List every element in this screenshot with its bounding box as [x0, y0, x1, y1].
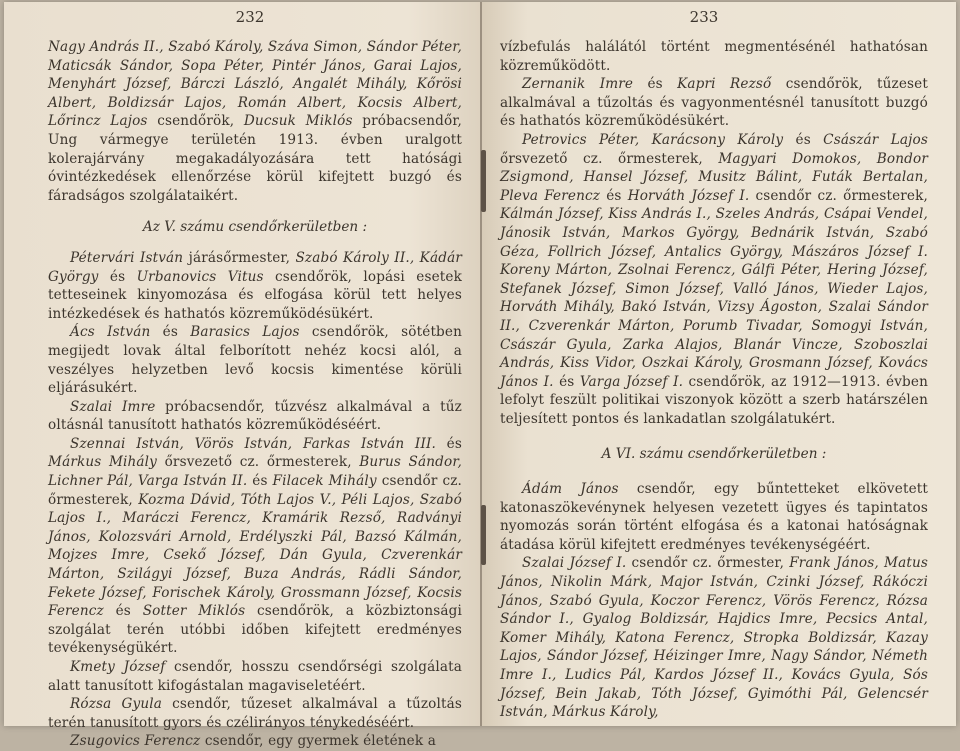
italic-name-run: Kapri Rezső [677, 76, 772, 93]
italic-name-run: Szabó Károly II., Kádár György [48, 249, 462, 285]
book-spread [4, 2, 956, 750]
right-section-heading: A VI. számu csendőrkerületben : [601, 446, 827, 463]
right-page-number: 233 [689, 8, 719, 26]
paragraph [500, 38, 928, 75]
left-page-number: 232 [235, 8, 265, 26]
italic-name-run: Horváth József I. [627, 187, 750, 204]
binding-clip [481, 150, 486, 212]
italic-name-run: Szalai József I. [522, 555, 627, 572]
text-run: vízbefulás halálától történt megmentésénél hathatósan közreműködött. [500, 39, 928, 74]
italic-name-run: Ádám János [522, 481, 619, 498]
text-run: csendőr, egy gyermek életének a [200, 733, 436, 750]
text-run: és [783, 131, 824, 148]
italic-name-run: Petrovics Péter, Karácsony Károly [522, 131, 784, 148]
paragraph [48, 658, 462, 695]
right-body-before [500, 38, 928, 428]
italic-name-run: Filacek Mihály [272, 473, 377, 490]
text-run: és [553, 373, 580, 390]
text-run: és [435, 435, 462, 452]
text-run: járásőrmester, [183, 249, 296, 266]
text-run: csendőr cz. őrmesterek, [749, 187, 928, 204]
text-run: csendőrök, az 1912—1913. évben lefolyt feszült politikai viszonyok között a szerb határszélen teljesített pontos és lankadatlan szolgálatukért. [500, 373, 928, 427]
binding-clip [481, 505, 486, 565]
italic-name-run: Ács István [70, 324, 151, 341]
paragraph [48, 695, 462, 732]
italic-name-run: Barasics Lajos [190, 324, 300, 341]
paragraph [48, 732, 462, 751]
paragraph [500, 554, 928, 721]
text-run: őrsvezető cz. őrmesterek, [157, 454, 360, 471]
text-run: csendőr cz. őrmester, [626, 555, 790, 572]
paragraph [48, 398, 462, 435]
text-run: és [150, 324, 191, 341]
text-run: és [247, 473, 273, 490]
italic-name-run: Frank János, Matus János, Nikolin Márk, Major István, Czinki József, Rákóczi János, Szabó Gyula, Koczor Ferencz, Vörös Ferencz, Rózsa Sándor I., Gyalog Boldizsár, Hajdics Imre, Pecsics Antal, Komer Mihály, Katona Ferencz, Stropka Boldizsár, Kazay Lajos, Sándor József, Héizinger Imre, Nagy Sándor, Németh Imre I., Ludics Pál, Kardos József II., Kovács Gyula, Sós József, Bein Jakab, Tóth József, Gyimóthi Pál, Gelencsér István, Márkus Károly, [500, 555, 928, 721]
italic-name-run: Kozma Dávid, Tóth Lajos V., Péli Lajos, Szabó Lajos I., Maráczi Ferencz, Kramárik Rezső, Radványi János, Kolozsvári Arnold, Erdélyszki Pál, Bazsó Kálmán, Mojzes Imre, Csekő József, Dán Gyula, Czverenkár Márton, Szilágyi József, Buza András, Rádli Sándor, Fekete József, Forischek Károly, Grossmann József, Kocsis Ferencz [48, 491, 462, 620]
text-run: csendőr, hosszu csendőrségi szolgálata alatt tanusított kifogástalan magaviseletéért. [48, 659, 462, 694]
text-run: és [600, 187, 628, 204]
italic-name-run: Zernanik Imre [522, 76, 634, 93]
book-gutter [480, 2, 482, 726]
italic-name-run: Sotter Miklós [142, 603, 246, 620]
italic-name-run: Burus Sándor, Lichner Pál, Varga István II. [48, 454, 462, 490]
italic-name-run: Kálmán József, Kiss András I., Szeles András, Csápai Vendel, Jánosik István, Markos György, Bednárik István, Szabó Géza, Follrich József, Antalics György, Mászáros József I. Koreny Márton, Zsolnai Ferencz, Gálfi Péter, Hering József, Stefanek József, Simon József, Valló János, Wieder Lajos, Horváth Mihály, Bakó István, Vizsy Ágoston, Szalai Sándor II., Czverenkár Márton, Porumb Tivadar, Somogyi István, Császár Gyula, Zarka Alajos, Blanár Vincze, Szoboszlai András, Kiss Vidor, Oszkai Károly, Grosmann József, Kovács János I. [500, 206, 928, 390]
italic-name-run: Pétervári István [70, 249, 184, 266]
text-run: csendőr, egy bűntetteket elkövetett katonaszökevénynek helyesen vezetett ügyes és tapintatos nyomozás során történt elfogása és a katonai hatóságnak átadása körül kifejtett eredményes tevékenységéért. [500, 481, 928, 553]
text-run: őrsvezető cz. őrmesterek, [500, 150, 719, 167]
text-run: próbacsendőr, Ung vármegye területén 1913. évben uralgott kolerajárvány megakadályozására tett hatósági óvintézkedések ellenőrzése körül kifejtett buzgó és fáradságos szolgálataikért. [48, 113, 462, 204]
italic-name-run: Szennai István, Vörös István, Farkas István III. [70, 435, 436, 452]
left-section-heading: Az V. számu csendőrkerületben : [142, 219, 368, 236]
paragraph [48, 435, 462, 658]
text-run: próbacsendőr, tűzvész alkalmával a tűz oltásnál tanusított hathatós közreműködéséért. [48, 398, 462, 434]
italic-name-run: Szalai Imre [70, 398, 156, 415]
text-run: csendőrök, [147, 113, 244, 130]
italic-name-run: Varga József I. [579, 373, 684, 390]
text-run: és [103, 603, 143, 620]
paragraph [48, 249, 462, 323]
italic-name-run: Kmety József [70, 659, 166, 675]
italic-name-run: Zsugovics Ferencz [70, 733, 201, 750]
italic-name-run: Rózsa Gyula [70, 696, 163, 713]
paragraph [500, 131, 928, 429]
italic-name-run: Márkus Mihály [48, 454, 158, 471]
right-body-after [500, 480, 928, 722]
left-page [4, 2, 480, 750]
paragraph [48, 323, 462, 397]
text-run: csendőr cz. őrmesterek, [48, 473, 463, 508]
italic-name-run: Urbanovics Vitus [136, 268, 264, 285]
paragraph [500, 75, 928, 131]
text-run: csendőrök, sötétben megijedt lovak által felborított nehéz kocsi alól, a veszélyes helyzetben levő kocsis kimentése körüli eljárásukért. [48, 324, 463, 397]
left-body-before [48, 38, 462, 205]
text-run: csendőr, tűzeset alkalmával a tűzoltás terén tanusított gyors és czélirányos ténykedéséért. [48, 696, 462, 731]
text-run: csendőrök, tűzeset alkalmával a tűzoltás és vagyonmentésnél tanusított buzgó és hathatós közreműködésükért. [500, 76, 928, 130]
paragraph [500, 480, 928, 554]
text-run: csendőrök, a közbiztonsági szolgálat terén utóbbi időben kifejtett eredményes tevékenységükért. [48, 603, 463, 657]
text-run: és [633, 76, 678, 93]
paragraph [48, 38, 462, 205]
italic-name-run: Magyari Domokos, Bondor Zsigmond, Hansel József, Musitz Bálint, Futák Bertalan, Pleva Ferencz [500, 150, 928, 204]
left-body-after [48, 249, 462, 751]
right-page [480, 2, 956, 726]
text-run: és [98, 268, 137, 285]
italic-name-run: Császár Lajos [823, 131, 928, 148]
italic-name-run: Nagy András II., Szabó Károly, Száva Simon, Sándor Péter, Maticsák Sándor, Sopa Péter, Pintér János, Garai Lajos, Menyhárt József, Bárczi László, Angalét Mihály, Kőrösi Albert, Boldizsár Lajos, Román Albert, Kocsis Albert, Lőrincz Lajos [48, 39, 462, 130]
text-run: csendőrök, lopási esetek tetteseinek kinyomozása és elfogása körül tett helyes intézkedések és hathatós közreműködésükért. [48, 268, 462, 322]
italic-name-run: Ducsuk Miklós [243, 113, 353, 130]
